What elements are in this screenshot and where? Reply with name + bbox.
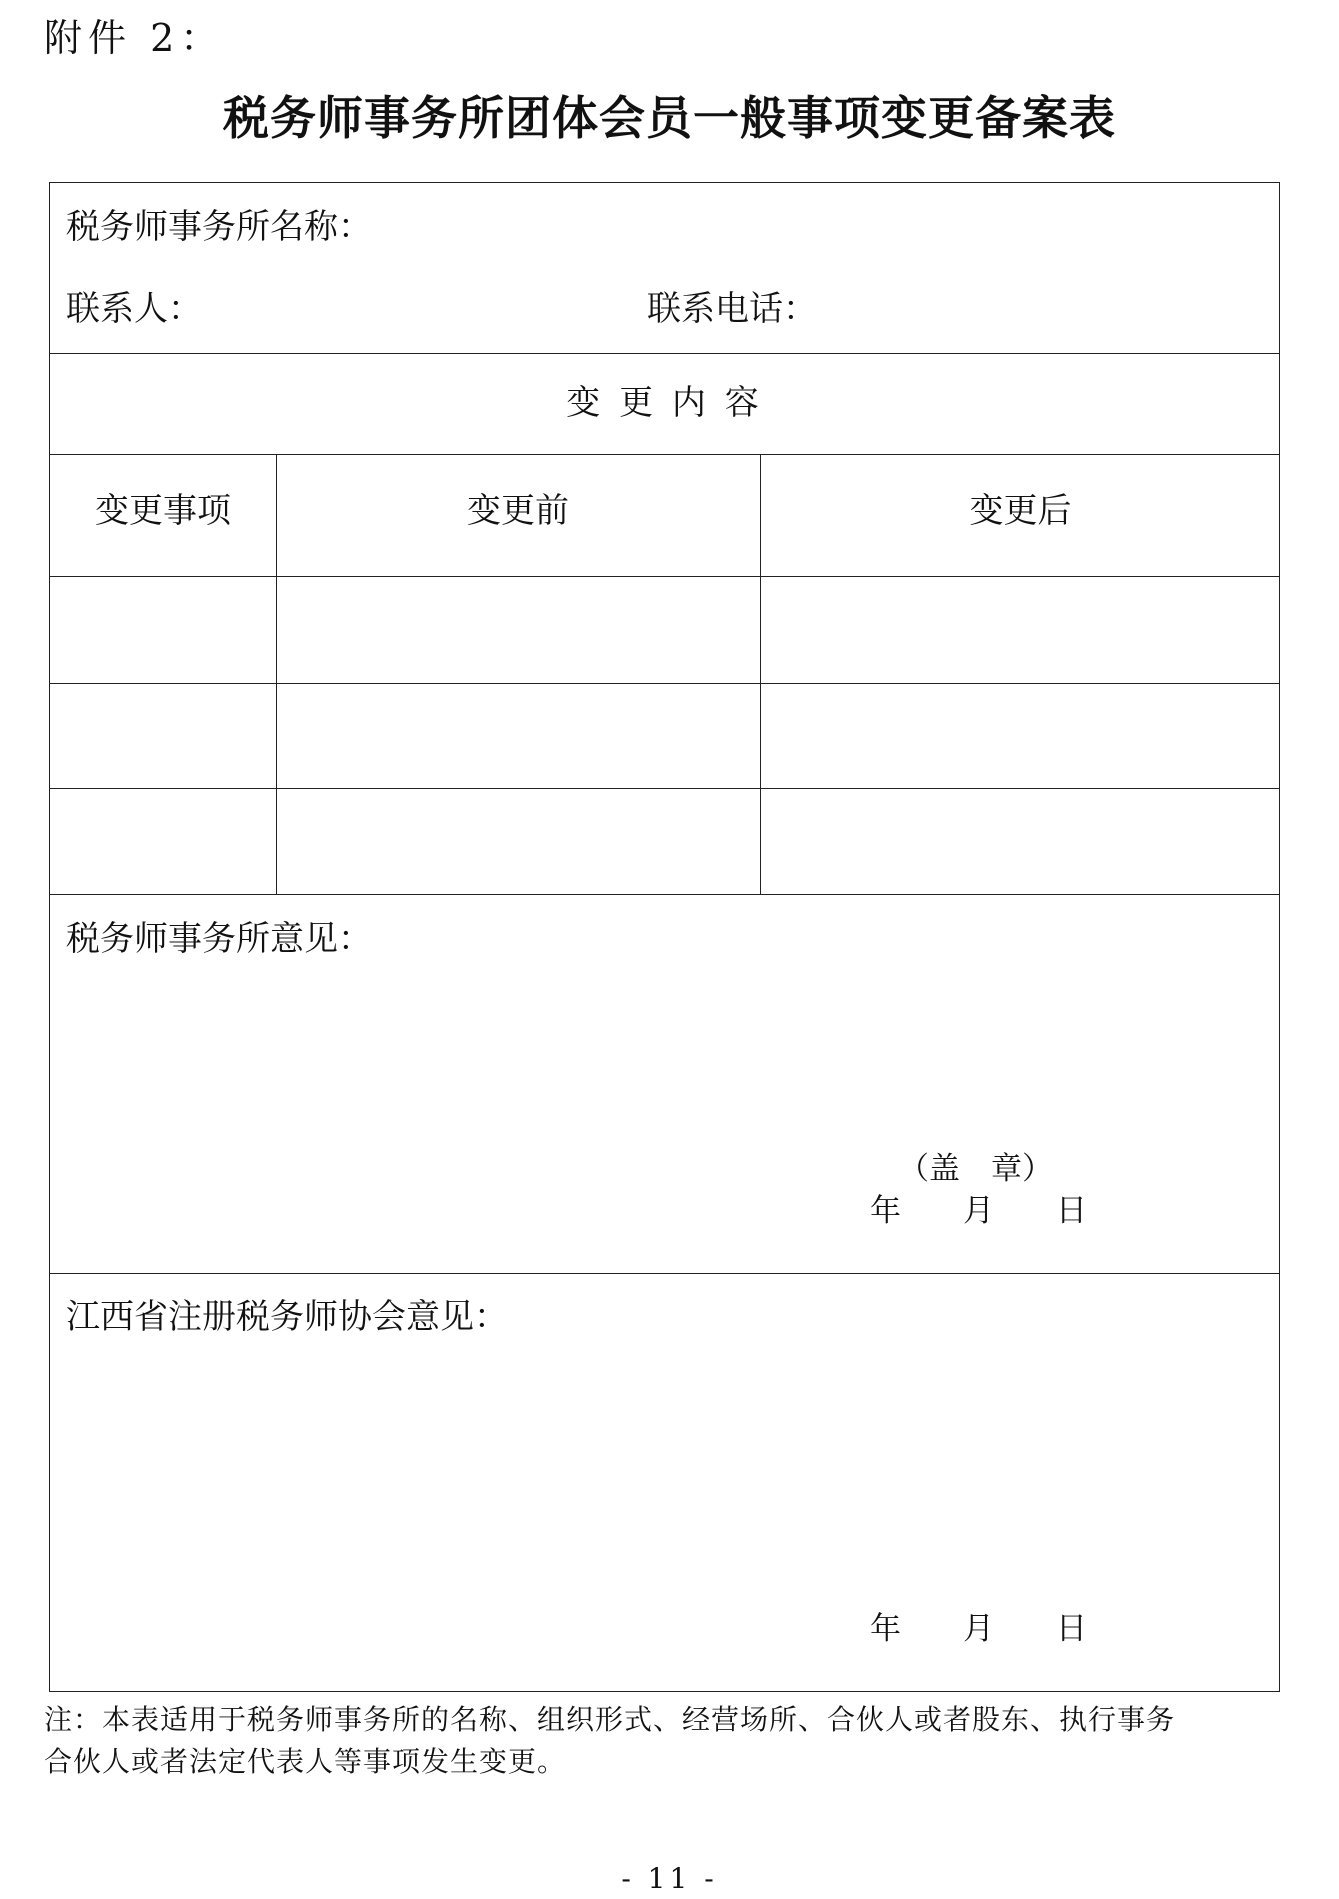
association-opinion-label: 江西省注册税务师协会意见：	[66, 1297, 508, 1337]
table-row	[50, 788, 1279, 894]
change-content-heading: 变 更 内 容	[566, 383, 763, 423]
filing-form-table	[49, 182, 1280, 1692]
footnote-line-2: 合伙人或者法定代表人等事项发生变更。	[44, 1745, 567, 1778]
association-opinion-date: 年 月 日	[870, 1611, 1087, 1647]
seal-label: （盖 章）	[898, 1151, 1053, 1187]
firm-opinion-date: 年 月 日	[870, 1193, 1087, 1229]
divider-after-change-rows	[50, 894, 1279, 895]
attachment-label: 附件 2：	[44, 16, 225, 60]
page-number: - 11 -	[621, 1862, 718, 1895]
column-header-before: 变更前	[467, 491, 569, 531]
firm-opinion-label: 税务师事务所意见：	[66, 919, 372, 959]
table-row	[50, 683, 1279, 788]
column-divider	[760, 454, 761, 894]
column-divider	[276, 454, 277, 894]
contact-phone-label: 联系电话：	[647, 289, 817, 329]
divider-after-firm-opinion	[50, 1273, 1279, 1274]
firm-name-label: 税务师事务所名称：	[66, 207, 372, 247]
footnote-line-1: 注：本表适用于税务师事务所的名称、组织形式、经营场所、合伙人或者股东、执行事务	[44, 1703, 1176, 1736]
column-header-after: 变更后	[969, 491, 1072, 531]
table-row	[50, 576, 1279, 683]
column-header-change-item: 变更事项	[95, 491, 231, 531]
divider-after-header	[50, 353, 1279, 354]
contact-person-label: 联系人：	[66, 289, 202, 329]
document-title: 税务师事务所团体会员一般事项变更备案表	[223, 91, 1116, 145]
divider-after-heading	[50, 454, 1279, 455]
